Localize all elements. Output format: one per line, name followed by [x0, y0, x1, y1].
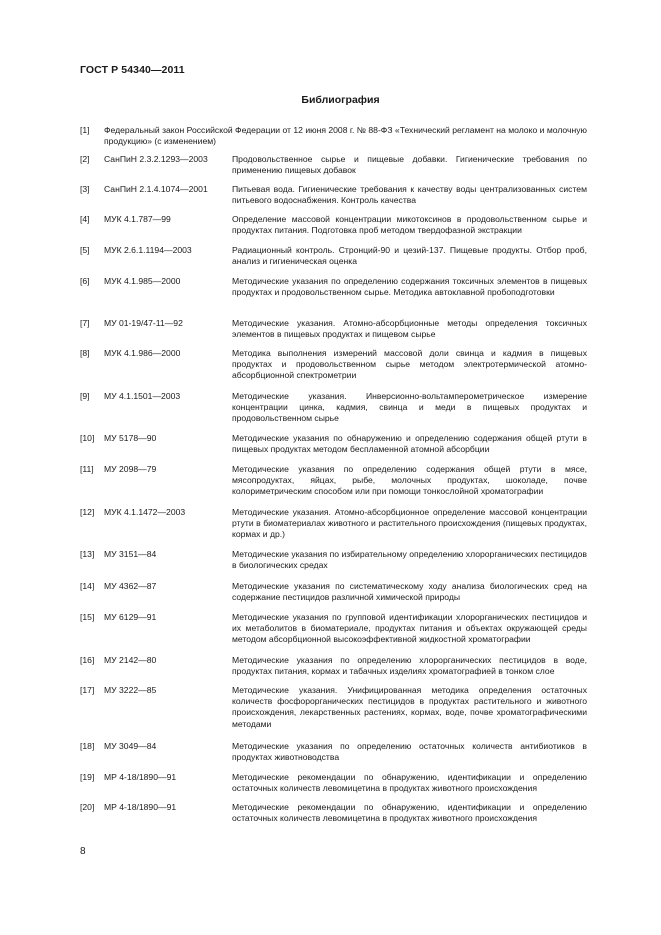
- entry-code: МУ 5178—90: [104, 433, 157, 443]
- entry-number: [13]: [80, 549, 95, 559]
- entry-text: Методические указания. Атомно-абсорбционные методы определения токсичных элементов в пищевых продуктах и пищевом сырье: [232, 318, 587, 340]
- page-number: 8: [80, 846, 86, 857]
- entry-number: [17]: [80, 685, 95, 695]
- entry-text: Радиационный контроль. Стронций-90 и цезий-137. Пищевые продукты. Отбор проб, анализ и гигиеническая оценка: [232, 245, 587, 267]
- entry-number: [19]: [80, 772, 95, 782]
- entry-number: [14]: [80, 581, 95, 591]
- entry-number: [6]: [80, 276, 90, 286]
- entry-text: Методические указания. Инверсионно-вольтамперометрическое измерение концентрации цинка, кадмия, свинца и меди в пищевых продуктах и продовольственном сырье: [232, 391, 587, 424]
- entry-code: СанПиН 2.1.4.1074—2001: [104, 184, 208, 194]
- entry-text: Методические указания по обнаружению и определению содержания общей ртути в пищевых продуктах методом беспламенной атомной абсорбции: [232, 433, 587, 455]
- entry-number: [12]: [80, 507, 95, 517]
- standard-header: ГОСТ Р 54340—2011: [80, 64, 185, 76]
- page-title: Библиография: [301, 94, 380, 106]
- entry-number: [15]: [80, 612, 95, 622]
- entry-text: Методические рекомендации по обнаружению, идентификации и определению остаточных количеств левомицетина в продуктах животного происхождения: [232, 772, 587, 794]
- entry-text: Методические указания по избирательному определению хлорорганических пестицидов в биологических средах: [232, 549, 587, 571]
- entry-text: Определение массовой концентрации микотоксинов в продовольственном сырье и продуктах питания. Подготовка проб методом твердофазной экстракции: [232, 214, 587, 236]
- entry-number: [3]: [80, 184, 90, 194]
- entry-number: [11]: [80, 464, 94, 474]
- entry-code: МУ 2098—79: [104, 464, 157, 474]
- entry-text: Методические указания по систематическому ходу анализа биологических сред на содержание пестицидов различной химической природы: [232, 581, 587, 603]
- entry-number: [16]: [80, 655, 95, 665]
- entry-code: МУ 4.1.1501—2003: [104, 391, 181, 401]
- entry-code: МУ 01-19/47-11—92: [104, 318, 183, 328]
- entry-number: [2]: [80, 154, 90, 164]
- entry-text: Методические указания по групповой идентификации хлорорганических пестицидов и их метаболитов в биоматериале, продуктах питания и объектах окружающей среды методом абсорбционной высокоэффективной жидкостной хроматографии: [232, 612, 587, 645]
- entry-text: Питьевая вода. Гигиенические требования к качеству воды централизованных систем питьевого водоснабжения. Контроль качества: [232, 184, 587, 206]
- entry-number: [1]: [80, 125, 90, 135]
- entry-code: МУК 4.1.787—99: [104, 214, 171, 224]
- entry-number: [20]: [80, 802, 95, 812]
- entry-number: [18]: [80, 741, 95, 751]
- entry-number: [5]: [80, 245, 90, 255]
- entry-code: МУК 4.1.986—2000: [104, 348, 181, 358]
- entry-number: [4]: [80, 214, 90, 224]
- entry-text: Методические указания по определению содержания токсичных элементов в пищевых продуктах и продовольственном сырье. Методика автоклавной пробоподготовки: [232, 276, 587, 298]
- entry-code: МУ 3049—84: [104, 741, 157, 751]
- entry-code: МУК 2.6.1.1194—2003: [104, 245, 192, 255]
- entry-text: Методические указания. Унифицированная методика определения остаточных количеств фосфорорганических пестицидов в продуктах растительного и животного происхождения, лекарственных растениях, кормах, воде, почве хроматографическими методами: [232, 685, 587, 729]
- entry-number: [8]: [80, 348, 90, 358]
- entry-text: Продовольственное сырье и пищевые добавки. Гигиенические требования по применению пищевых добавок: [232, 154, 587, 176]
- entry-code: МР 4-18/1890—91: [104, 802, 177, 812]
- entry-code: МР 4-18/1890—91: [104, 772, 177, 782]
- entry-text: Методические указания по определению хлорорганических пестицидов в воде, продуктах питания, кормах и табачных изделиях хроматографией в тонком слое: [232, 655, 587, 677]
- entry-number: [9]: [80, 391, 90, 401]
- entry-code: МУК 4.1.985—2000: [104, 276, 181, 286]
- entry-number: [10]: [80, 433, 95, 443]
- entry-code: МУ 3222—85: [104, 685, 157, 695]
- entry-code: МУК 4.1.1472—2003: [104, 507, 186, 517]
- entry-code: МУ 6129—91: [104, 612, 157, 622]
- entry-text: Методические указания. Атомно-абсорбционное определение массовой концентрации ртути в биоматериалах животного и растительного происхождения (пищевых продуктах, кормах и др.): [232, 507, 587, 540]
- entry-code: СанПиН 2.3.2.1293—2003: [104, 154, 208, 164]
- entry-text: Методика выполнения измерений массовой доли свинца и кадмия в пищевых продуктах и продовольственном сырье методом электротермической атомно-абсорбционной спектрометрии: [232, 348, 587, 381]
- entry-text: Методические указания по определению содержания общей ртути в мясе, мясопродуктах, яйцах, рыбе, молочных продуктах, шоколаде, почве колориметрическим способом или при помощи тонкослойной хроматографии: [232, 464, 587, 497]
- entry-code: МУ 4362—87: [104, 581, 157, 591]
- entry-text: Методические рекомендации по обнаружению, идентификации и определению остаточных количеств левомицетина в продуктах животного происхождения: [232, 802, 587, 824]
- entry-text: Методические указания по определению остаточных количеств антибиотиков в продуктах животноводства: [232, 741, 587, 763]
- entry-code: МУ 3151—84: [104, 549, 157, 559]
- entry-code: МУ 2142—80: [104, 655, 157, 665]
- entry-text: Федеральный закон Российской Федерации от 12 июня 2008 г. № 88-ФЗ «Технический регламент на молоко и молочную продукцию» (с изменением): [104, 125, 587, 147]
- entry-number: [7]: [80, 318, 90, 328]
